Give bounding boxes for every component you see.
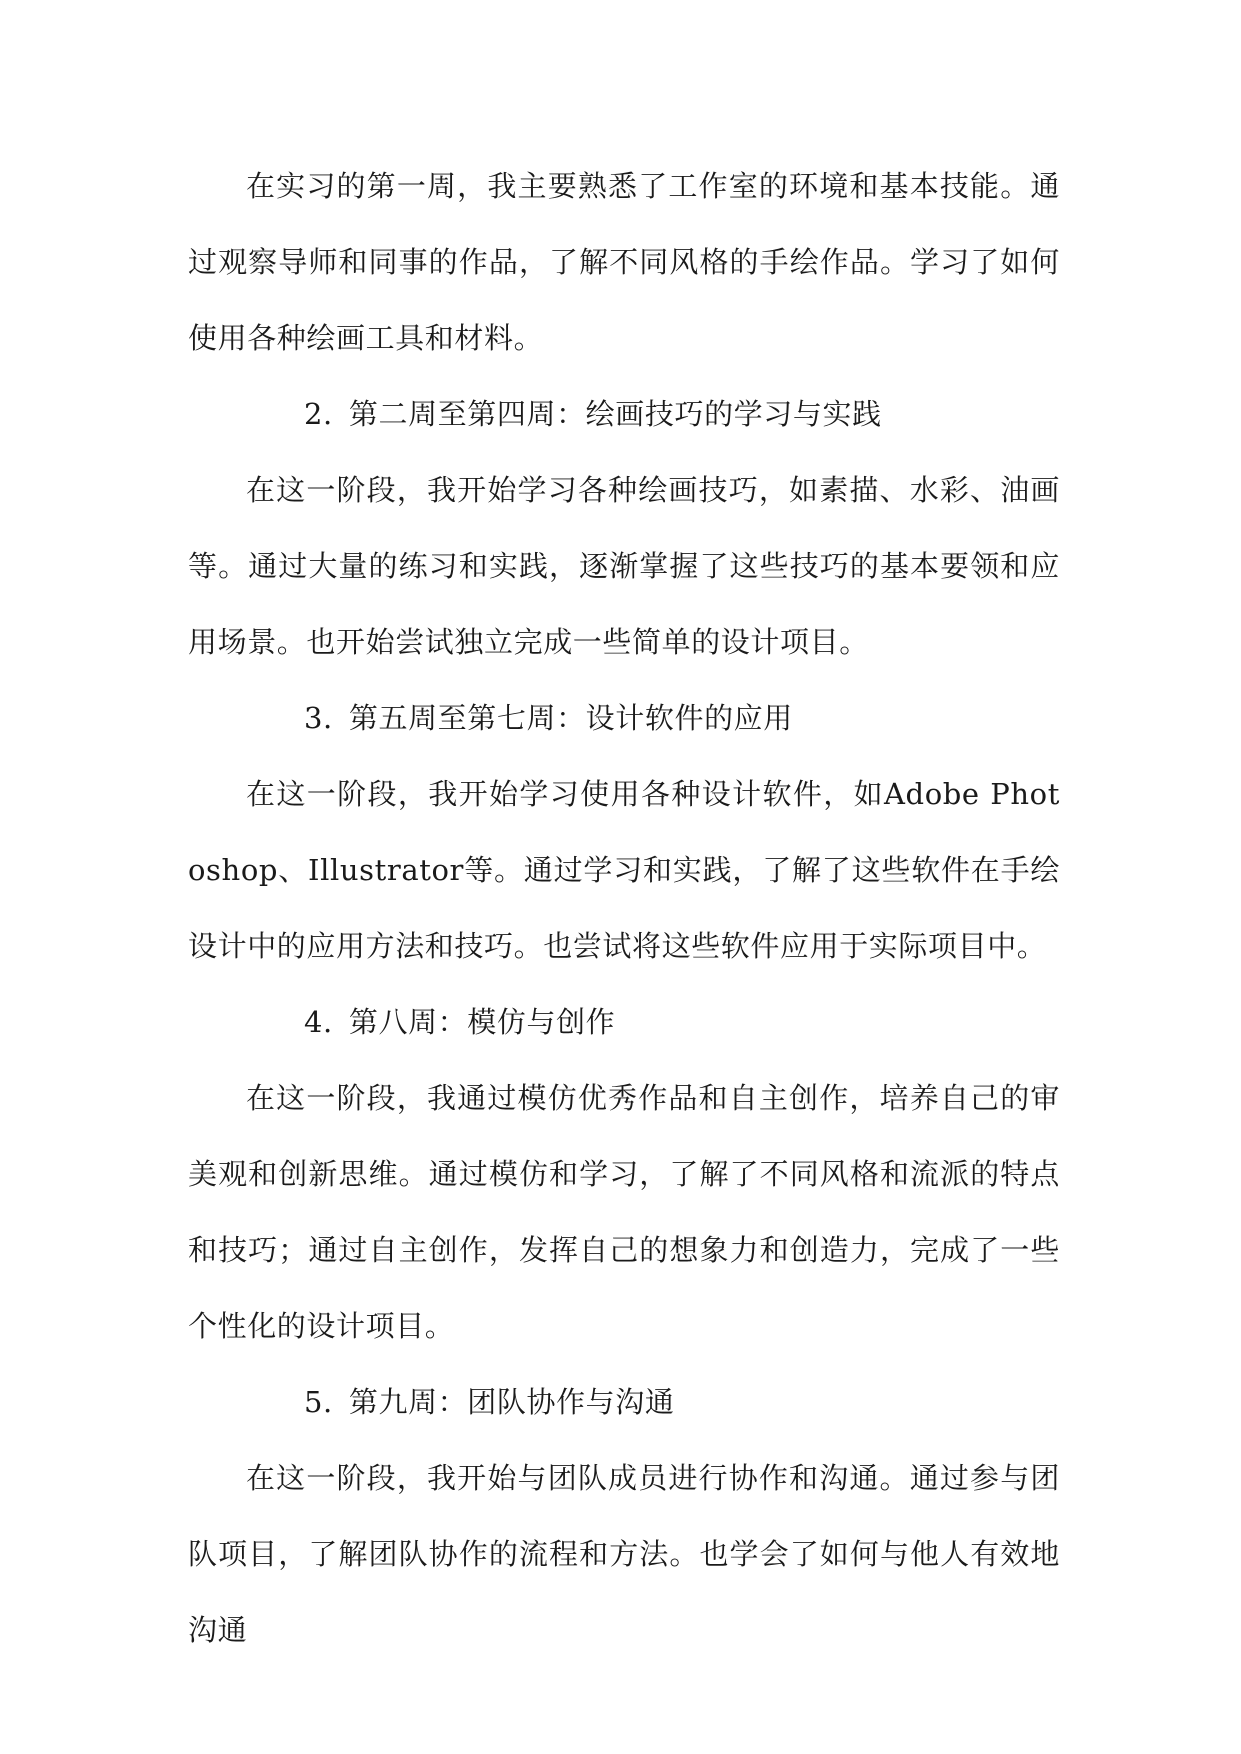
paragraph-week1: 在实习的第一周，我主要熟悉了工作室的环境和基本技能。通过观察导师和同事的作品，了解不同风格的手绘作品。学习了如何使用各种绘画工具和材料。: [188, 169, 1060, 355]
paragraph-weeks5-7: 在这一阶段，我开始学习使用各种设计软件，如Adobe Photoshop、Illustrator等。通过学习和实践，了解了这些软件在手绘设计中的应用方法和技巧。也尝试将这些软件应用于实际项目中。: [188, 777, 1060, 963]
section-heading-2: [188, 376, 1060, 452]
section-title: 第九周：团队协作与沟通: [348, 1385, 675, 1419]
section-number: 2.: [304, 397, 333, 431]
paragraph-week9: 在这一阶段，我开始与团队成员进行协作和沟通。通过参与团队项目，了解团队协作的流程和方法。也学会了如何与他人有效地沟通: [188, 1461, 1060, 1647]
section-title: 第八周：模仿与创作: [348, 1005, 616, 1039]
document-body: [188, 148, 1060, 1668]
paragraph-weeks2-4: 在这一阶段，我开始学习各种绘画技巧，如素描、水彩、油画等。通过大量的练习和实践，逐渐掌握了这些技巧的基本要领和应用场景。也开始尝试独立完成一些简单的设计项目。: [188, 473, 1060, 659]
section-heading-3: [188, 680, 1060, 756]
section-title: 第二周至第四周：绘画技巧的学习与实践: [348, 397, 882, 431]
section-heading-4: [188, 984, 1060, 1060]
section-number: 4.: [304, 1005, 333, 1039]
paragraph-week8: 在这一阶段，我通过模仿优秀作品和自主创作，培养自己的审美观和创新思维。通过模仿和学习，了解了不同风格和流派的特点和技巧；通过自主创作，发挥自己的想象力和创造力，完成了一些个性化的设计项目。: [188, 1081, 1060, 1343]
section-number: 3.: [304, 701, 333, 735]
section-heading-5: [188, 1364, 1060, 1440]
section-number: 5.: [304, 1385, 333, 1419]
section-title: 第五周至第七周：设计软件的应用: [348, 701, 793, 735]
